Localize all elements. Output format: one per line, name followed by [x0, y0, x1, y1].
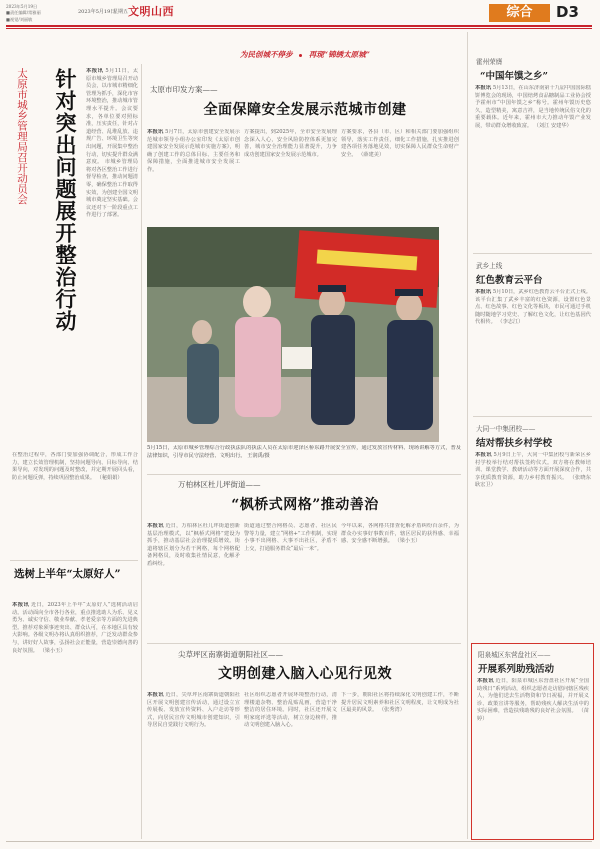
sub-article-body: [12, 602, 138, 838]
reporter-label: 本报讯: [475, 85, 492, 91]
center-article-body-col1: [147, 129, 240, 224]
masthead-weekday: 星期五: [113, 9, 129, 15]
article-signature: （张晓东 耿宏卫）: [475, 474, 591, 489]
paragraph: 5月10日，武乡红色教育云平台正式上线。该平台汇集了武乡丰富的红色资源，设置红色景点、红色故事、红色文化等板块，市民可通过手机随时随地学习党史、了解红色文化，让红色基因代代相传。: [475, 289, 591, 326]
paragraph: 近日，阳泉市城区东营盘社区开展“全国助残日”系列活动，组织志愿者走访慰问辖区残疾人，为他们送去生活物资和节日祝福，并开展义诊、政策宣讲等服务，帮助残疾人解决生活中的实际困难，营造扶残助残的良好社会氛围。: [477, 678, 589, 715]
page-number: D3: [556, 3, 579, 21]
column-divider: [467, 32, 468, 839]
center-article-body-col3: [341, 129, 459, 224]
masthead-date: 2023年5月19日: [78, 9, 116, 15]
right-item3-headline: 结对帮扶乡村学校: [476, 438, 553, 449]
divider: [473, 253, 592, 254]
paragraph: 街道通过整合网格员、志愿者、社区民警等力量，建立“网格+”工作机制，实现小事不出网格、大事不出社区，矛盾不上交，打通服务群众“最后一米”。: [244, 523, 337, 552]
photo-credit: 王润禹/摄: [247, 452, 270, 459]
right-item1-headline: “中国年馍之乡”: [480, 71, 548, 82]
paragraph: 社区组织志愿者开展环境整治行动，清理楼道杂物、整治乱贴乱画，营造干净整洁的居住环境。同时，社区还开展文明家庭评选等活动，树立身边榜样，推动文明创建入脑入心。: [244, 692, 337, 729]
paragraph: 近日，尖草坪区南寨街道朝阳社区开展文明创建宣传活动，通过设立宣传展板、发放宣传资料、入户走访等形式，向居民宣传文明城市创建知识，引导居民自觉践行文明行为。: [147, 692, 240, 729]
right-item3-kicker: 大同一中集团校——: [476, 425, 536, 433]
slogan-banner: [150, 49, 460, 60]
article-signature: （梁小玉）: [39, 647, 66, 654]
center-article2-body-col2: [244, 523, 337, 638]
top-rule-thin: [6, 28, 592, 29]
masthead-info-line: 2023年5月19日: [6, 4, 38, 9]
center-article-headline: 全面保障安全发展示范城市创建: [203, 102, 407, 118]
center-article-kicker: 太原市印发方案——: [150, 85, 218, 94]
left-article-body-continued: [12, 452, 138, 552]
article-signature: （秘娟娟）: [96, 474, 123, 481]
center-article2-kicker: 万柏林区杜儿坪街道——: [178, 480, 261, 489]
reporter-label: 本报讯: [475, 452, 492, 458]
center-article3-body-col1: [147, 692, 240, 838]
reporter-label: 本报讯: [12, 602, 30, 608]
center-article3-body-col2: [244, 692, 337, 838]
bottom-rule: [6, 841, 592, 842]
center-article3-body-col3: [341, 692, 459, 838]
reporter-label: 本报讯: [477, 678, 494, 684]
paragraph: 近日，2023年上半年“太原好人”选树活动启动。活动面向全市各行各业，重点推选助人为乐、见义勇为、诚实守信、敬业奉献、孝老爱亲等方面的先进典型。推荐对象须事迹突出、群众认可，在本地区具有较大影响。各级文明办将认真组织推荐，广泛发动群众参与，讲好好人故事，弘扬社会正能量，营造崇德向善的良好氛围。: [12, 602, 138, 654]
article-signature: （薛建美）: [358, 151, 385, 158]
center-article3-kicker: 尖草坪区南寨街道朝阳社区——: [178, 650, 283, 659]
reporter-label: 本报讯: [147, 692, 164, 698]
paragraph: 方案要求，各县（市、区）和相关部门要加强组织领导，落实工作责任，细化工作措施，扎实推进创建各项任务落地见效，切实保障人民群众生命财产安全。: [341, 129, 459, 158]
paragraph: 今年以来，各网格共排查化解矛盾纠纷百余件，为群众办实事好事数百件，辖区居民的获得感、幸福感、安全感不断增强。: [341, 523, 459, 545]
center-article2-headline: “枫桥式网格”推动善治: [231, 497, 379, 513]
divider: [473, 416, 592, 417]
center-article-body-col2: [244, 129, 337, 224]
article-signature: （张秀湾）: [378, 707, 405, 714]
photo-illustration: [147, 227, 439, 442]
paragraph: 5月13日，在山东济南第十九届中国国际糕饼博览会的现场，中国焙烤食品糖制品工业协会授予霍州市“中国年馍之乡”称号。霍州年馍历史悠久，造型精美，寓意吉祥，是当地传统民俗文化的重要载体。近年来，霍州市大力推动年馍产业发展，带动群众增收致富。: [475, 85, 591, 129]
article-signature: （苗 婷）: [477, 708, 589, 722]
separator-dot-icon: [299, 54, 302, 57]
center-article2-body-col3: [341, 523, 459, 638]
reporter-label: 本报讯: [86, 68, 104, 74]
right-item1-kicker: 霍州荣膺: [476, 58, 503, 66]
paragraph: 5月11日，太原市城乡管理局召开动员会，以市城市精细化管理为抓手，深化市容环境整治，推动城市管理水平提升。会议要求，各单位要对照标准，压实责任，针对占道经营、乱堆乱放、违规广告、环境卫生等突出问题，开展集中整治行动，切实提升群众满意度。: [86, 68, 138, 166]
masthead-brand-logo: 文明山西: [128, 5, 174, 18]
right-item4-body: [477, 678, 589, 834]
paragraph: 下一步，朝阳社区将持续深化文明创建工作，不断提升居民文明素养和社区文明程度，让文明成为社区最美的风景。: [341, 692, 459, 714]
masthead-info-line: ■责任编辑/常雅丽: [6, 10, 41, 16]
right-item4-kicker: 阳泉城区东营盘社区——: [478, 651, 551, 659]
slogan-right: 再现“锦绣太原城”: [308, 50, 370, 59]
right-item3-body: [475, 452, 591, 638]
top-rule: [6, 25, 592, 27]
paragraph: 在整治过程中，各部门要加强协调配合，形成工作合力，建立长效管理机制，坚持问题导向、目标导向、结果导向，对发现的问题及时整改，并定期开展回头看，防止问题反弹，持续巩固整治成果。: [12, 452, 138, 481]
left-article-kicker: 太原市城乡管理局召开动员会: [16, 68, 28, 205]
right-item2-body: [475, 289, 591, 411]
caption-text: 5月15日，太原市城乡管理综合行政执法队的执法人员在太原市迎泽区桥东路开展安全宣传，通过发放宣传材料、现场讲解等方式，普及法律知识，引导市民守法经营、文明出行。: [147, 445, 461, 459]
paragraph: 市城乡管理局将对各区整治工作进行督导检查，推动问题清零，确保整治工作取得实效，为创建全国文明城市奠定坚实基础。会议还对下一阶段重点工作进行了部署。: [86, 159, 138, 219]
reporter-label: 本报讯: [475, 289, 492, 295]
left-article-body: [86, 68, 138, 448]
right-item1-body: [475, 85, 591, 245]
right-item4-headline: 开展系列助残活动: [478, 664, 555, 675]
article-signature: （李志江）: [497, 319, 524, 326]
paragraph: 近日，万柏林区杜儿坪街道创新基层治理模式，以“枫桥式网格”建设为抓手，推动基层社会治理提质增效。街道将辖区划分为若干网格，每个网格配备网格员，及时收集社情民意，化解矛盾纠纷。: [147, 523, 240, 567]
reporter-label: 本报讯: [147, 129, 164, 135]
center-article3-headline: 文明创建入脑入心见行见效: [218, 666, 392, 682]
masthead-info: [6, 4, 76, 23]
slogan-left: 为民创城不停步: [240, 50, 293, 59]
center-article2-body-col1: [147, 523, 240, 638]
paragraph: 5月7日，太原市创建安全发展示范城市领导小组办公室印发《太原市创建国家安全发展示范城市实施方案》，明确了创建工作的总体目标、主要任务和保障措施，全面推进城市安全发展工作。: [147, 129, 240, 173]
sub-article-headline: 选树上半年“太原好人”: [14, 568, 121, 580]
reporter-label: 本报讯: [147, 523, 164, 529]
article-signature: （梁小玉）: [394, 538, 421, 545]
paragraph: 方案提出，到2025年，全市安全发展理念深入人心，安全风险防控体系更加完善，城市安全治理能力显著提升，力争成功创建国家安全发展示范城市。: [244, 129, 337, 158]
divider: [147, 474, 461, 475]
column-divider: [141, 64, 142, 839]
divider: [10, 560, 138, 561]
right-item2-headline: 红色教育云平台: [476, 275, 543, 286]
news-photo: [147, 227, 439, 442]
photo-caption: [147, 445, 461, 469]
article-signature: （刘江 安建华）: [533, 122, 572, 129]
masthead-info-line: ■视觉/刘丽敏: [6, 16, 33, 22]
divider: [147, 643, 461, 644]
section-label: 综合: [489, 4, 550, 22]
right-item2-kicker: 武乡上线: [476, 262, 503, 270]
left-article-headline: 针对突出问题展开整治行动: [53, 68, 78, 332]
paragraph: 5月9日上午，大同一中集团校与新荣区乡村学校举行结对帮扶签约仪式。双方将在教师培训、课堂教学、教研活动等方面开展深度合作，共享优质教育资源，助力乡村教育振兴。: [475, 452, 591, 481]
